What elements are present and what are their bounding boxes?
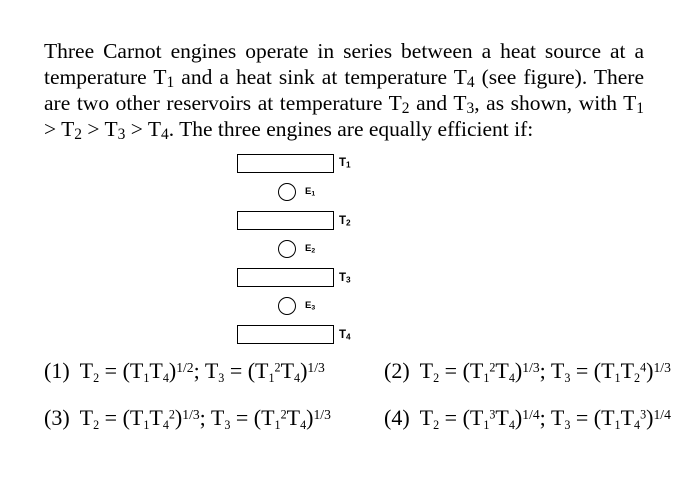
option-4: (4) $T_2 = (T_1^3T_4)^{1/4}$; $T_3 = (T_1T_4^3)^{1/4}$ bbox=[384, 405, 671, 433]
reservoir-t2-label: $T_2$ bbox=[339, 215, 351, 228]
reservoir-t4 bbox=[237, 325, 334, 344]
engine-e1-label: $E_1$ bbox=[305, 186, 316, 198]
option-1: (1) $T_2 = (T_1T_4)^{1/2}$; $T_3 = (T_1^2T_4)^{1/3}$ bbox=[44, 358, 325, 386]
engine-e3 bbox=[278, 297, 296, 315]
reservoir-t1-label: $T_1$ bbox=[339, 157, 351, 170]
engine-e2-label: $E_2$ bbox=[305, 243, 316, 255]
option-2: (2) $T_2 = (T_1^2T_4)^{1/3}$; $T_3 = (T_1T_2^4)^{1/3}$ bbox=[384, 358, 671, 386]
reservoir-t4-label: $T_4$ bbox=[339, 329, 351, 342]
engine-e2 bbox=[278, 240, 296, 258]
option-3: (3) $T_2 = (T_1T_4^2)^{1/3}$; $T_3 = (T_1^2T_4)^{1/3}$ bbox=[44, 405, 331, 433]
reservoir-t3 bbox=[237, 268, 334, 287]
engine-e1 bbox=[278, 183, 296, 201]
reservoir-t1 bbox=[237, 154, 334, 173]
question-text: Three Carnot engines operate in series between a heat source at a temperature $T_1$ and a heat sink at temperature $T_4$ (see figure). There are two other reservoirs at temperature $T_2$ and $T_3$, as shown, with $T_1 > T_2 > T_3 > T_4$. The three engines are equally efficient if: bbox=[44, 39, 645, 143]
reservoir-t3-label: $T_3$ bbox=[339, 272, 351, 285]
reservoir-t2 bbox=[237, 211, 334, 230]
engine-e3-label: $E_3$ bbox=[305, 300, 316, 312]
